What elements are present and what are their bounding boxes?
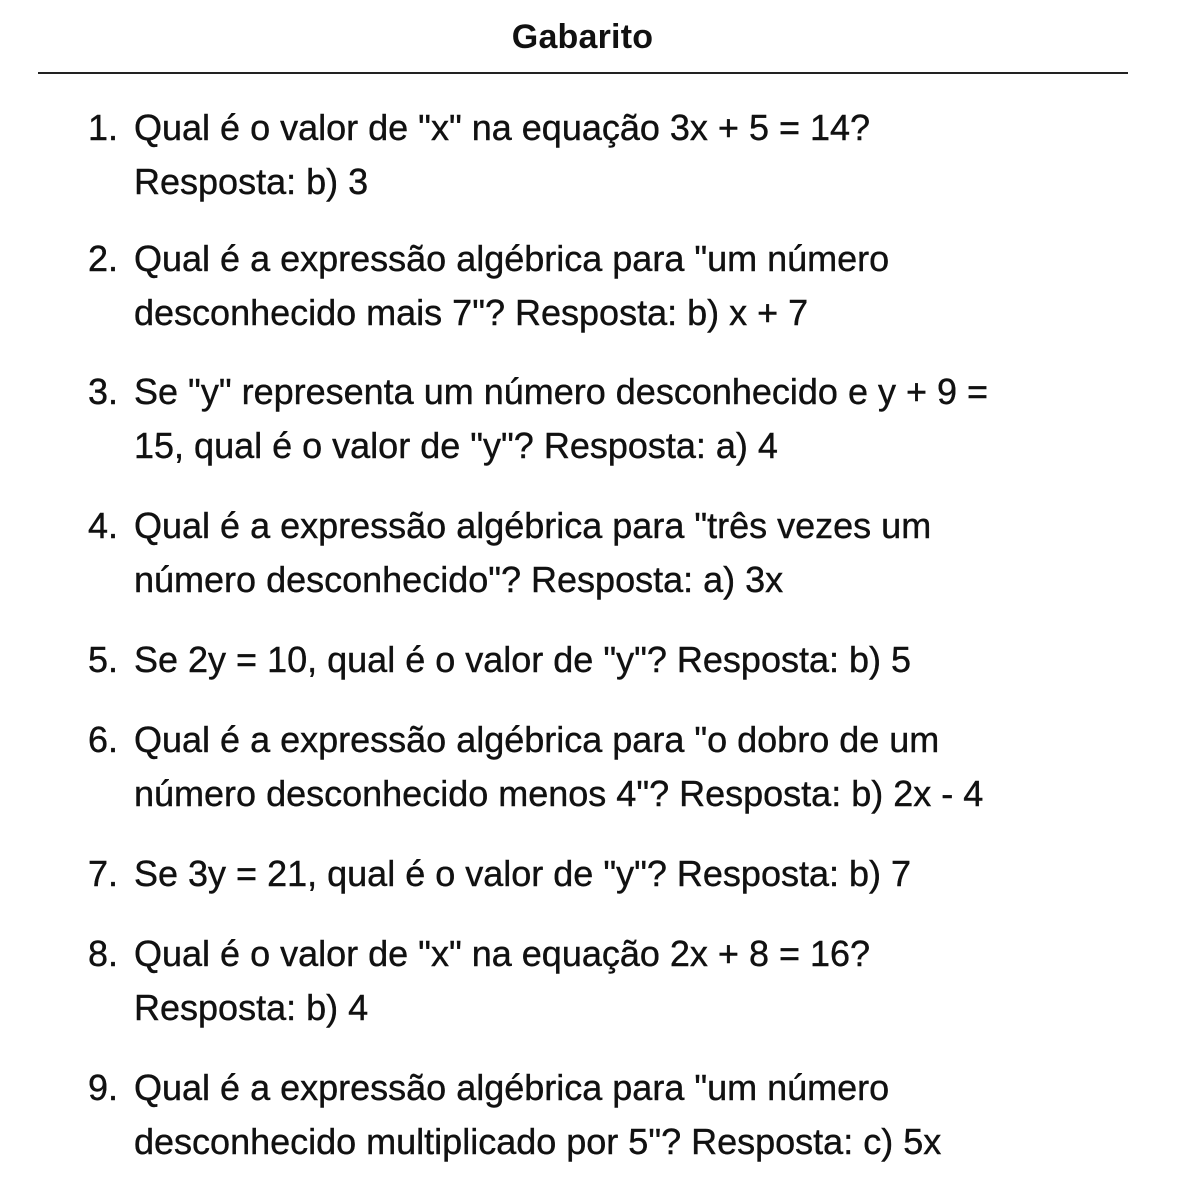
answer-item-3 — [88, 365, 1128, 473]
title-divider — [38, 72, 1128, 74]
answer-item-2 — [88, 232, 1128, 340]
item-line-1: Se 2y = 10, qual é o valor de "y"? Resposta: b) 5 — [134, 639, 912, 680]
item-number: 7. — [88, 853, 119, 894]
item-number: 8. — [88, 933, 119, 974]
item-number: 6. — [88, 719, 119, 760]
item-line-1: Qual é o valor de "x" na equação 2x + 8 = 16? — [134, 933, 871, 974]
item-line-2: Resposta: b) 4 — [134, 987, 369, 1028]
answer-item-9 — [88, 1061, 1128, 1169]
item-line-2: número desconhecido menos 4"? Resposta: b) 2x - 4 — [134, 773, 984, 814]
item-line-1: Qual é a expressão algébrica para "um número — [134, 238, 890, 279]
item-line-1: Qual é o valor de "x" na equação 3x + 5 = 14? — [134, 107, 871, 148]
item-number: 1. — [88, 107, 119, 148]
item-line-1: Se "y" representa um número desconhecido e y + 9 = — [134, 371, 989, 412]
item-line-1: Qual é a expressão algébrica para "um número — [134, 1067, 890, 1108]
item-number: 4. — [88, 505, 119, 546]
item-line-1: Se 3y = 21, qual é o valor de "y"? Resposta: b) 7 — [134, 853, 912, 894]
answer-item-7 — [88, 847, 1128, 901]
answer-item-6 — [88, 713, 1128, 821]
item-number: 9. — [88, 1067, 119, 1108]
item-number: 2. — [88, 238, 119, 279]
answer-item-8 — [88, 927, 1128, 1035]
answer-item-1 — [88, 101, 1128, 209]
item-line-1: Qual é a expressão algébrica para "três vezes um — [134, 505, 932, 546]
item-number: 3. — [88, 371, 119, 412]
item-line-2: número desconhecido"? Resposta: a) 3x — [134, 559, 784, 600]
item-line-2: desconhecido mais 7"? Resposta: b) x + 7 — [134, 292, 809, 333]
item-line-1: Qual é a expressão algébrica para "o dobro de um — [134, 719, 940, 760]
item-line-2: 15, qual é o valor de "y"? Resposta: a) 4 — [134, 425, 778, 466]
item-number: 5. — [88, 639, 119, 680]
page-title: Gabarito — [511, 18, 654, 56]
item-line-2: desconhecido multiplicado por 5"? Resposta: c) 5x — [134, 1121, 942, 1162]
answer-item-5 — [88, 633, 1128, 687]
answer-item-4 — [88, 499, 1128, 607]
item-line-2: Resposta: b) 3 — [134, 161, 369, 202]
